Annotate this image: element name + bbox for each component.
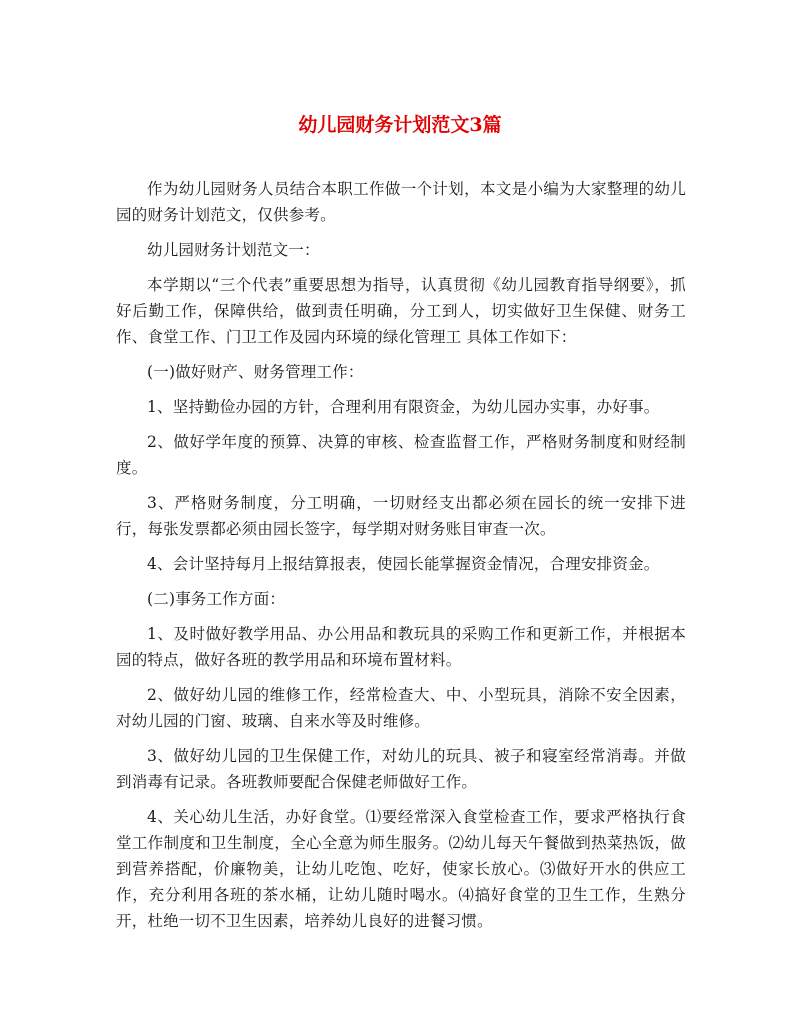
paragraph-subheading-affairs: (二)事务工作方面： xyxy=(147,590,286,608)
paragraph-section-heading: 幼儿园财务计划范文一： xyxy=(147,241,320,259)
paragraph-item: 4、会计坚持每月上报结算报表，使园长能掌握资金情况，合理安排资金。 xyxy=(147,555,660,573)
paragraph-item: 4、关心幼儿生活，办好食堂。⑴要经常深入食堂检查工作，要求严格执行食堂工作制度和卫生制度，全心全意为师生服务。⑵幼儿每天午餐做到热菜热饭，做到营养搭配，价廉物美，让幼儿吃饱、吃好，使家长放心。⑶做好开水的供应工作，充分利用各班的茶水桶，让幼儿随时喝水。⑷搞好食堂的卫生工作，生熟分开，杜绝一切不卫生因素，培养幼儿良好的进餐习惯。 xyxy=(116,808,686,930)
paragraph-item: 3、做好幼儿园的卫生保健工作，对幼儿的玩具、被子和寝室经常消毒。并做到消毒有记录。各班教师要配合保健老师做好工作。 xyxy=(116,747,686,791)
paragraph-item: 2、做好学年度的预算、决算的审核、检查监督工作，严格财务制度和财经制度。 xyxy=(116,433,686,477)
paragraph-item: 2、做好幼儿园的维修工作，经常检查大、中、小型玩具，消除不安全因素，对幼儿园的门窗、玻璃、自来水等及时维修。 xyxy=(116,686,686,730)
paragraph-intro: 作为幼儿园财务人员结合本职工作做一个计划，本文是小编为大家整理的幼儿园的财务计划范文，仅供参考。 xyxy=(116,180,686,224)
document-body xyxy=(116,176,686,943)
paragraph-item: 3、严格财务制度，分工明确，一切财经支出都必须在园长的统一安排下进行，每张发票都必须由园长签字，每学期对财务账目审查一次。 xyxy=(116,494,686,538)
paragraph-subheading-finance: (一)做好财产、财务管理工作： xyxy=(147,363,364,381)
paragraph-item: 1、坚持勤俭办园的方针，合理利用有限资金，为幼儿园办实事，办好事。 xyxy=(147,398,660,416)
paragraph-guidance: 本学期以“三个代表”重要思想为指导，认真贯彻《幼儿园教育指导纲要》，抓好后勤工作，保障供给，做到责任明确，分工到人，切实做好卫生保健、财务工作、食堂工作、门卫工作及园内环境的绿化管理工 具体工作如下： xyxy=(116,276,686,346)
paragraph-item: 1、及时做好教学用品、办公用品和教玩具的采购工作和更新工作，并根据本园的特点，做好各班的教学用品和环境布置材料。 xyxy=(116,625,686,669)
document-title: 幼儿园财务计划范文3篇 xyxy=(298,114,502,136)
